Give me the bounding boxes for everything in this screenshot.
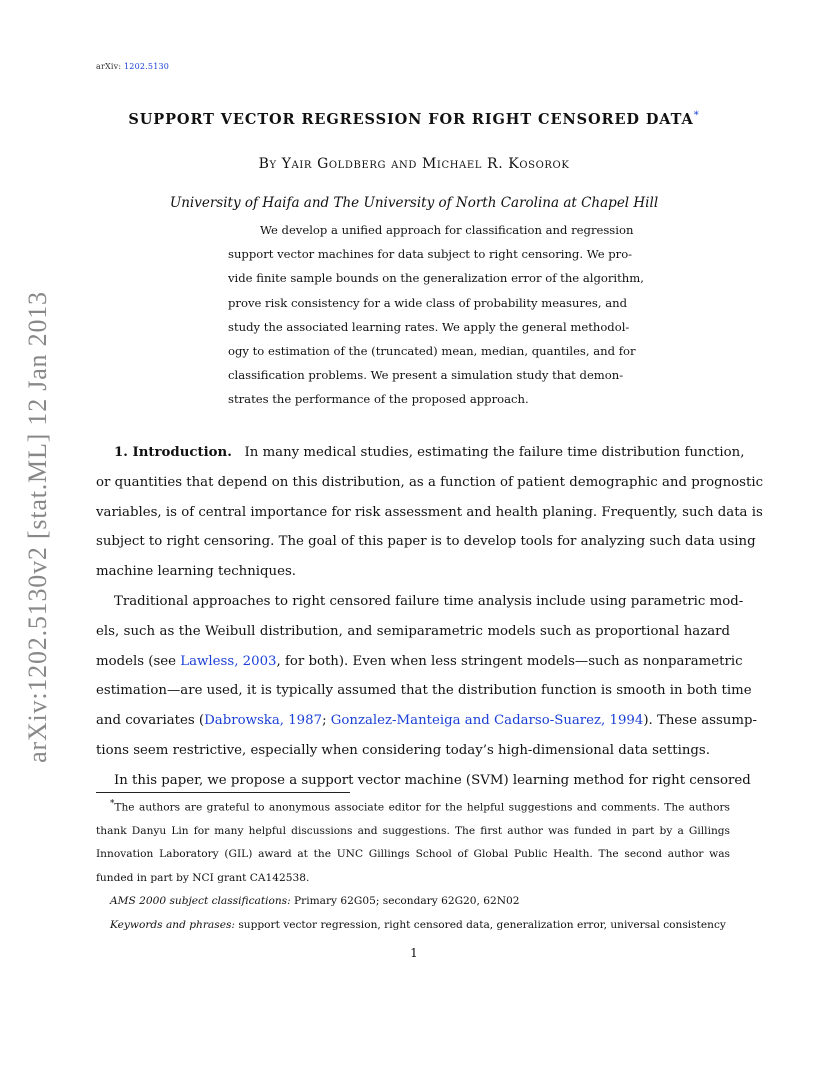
paper-title [0, 110, 828, 128]
citation-link[interactable]: Dabrowska, 1987 [204, 713, 323, 729]
ams-classification [96, 890, 730, 913]
author-list: By Yair Goldberg and Michael R. Kosorok [258, 156, 570, 172]
keywords [96, 914, 730, 937]
arxiv-header [96, 62, 169, 71]
title-text: SUPPORT VECTOR REGRESSION FOR RIGHT CENSORED DATA [128, 110, 694, 128]
abstract-line: support vector machines for data subject to right censoring. We pro- [228, 247, 633, 262]
abstract [228, 218, 644, 412]
body-line [96, 438, 745, 468]
title-footnote-link[interactable]: * [693, 110, 700, 121]
ams-text: Primary 62G05; secondary 62G20, 62N02 [290, 895, 520, 908]
ams-label: AMS 2000 subject classifications: [110, 895, 291, 908]
body-text: ). These assump- [643, 713, 757, 729]
citation-link[interactable]: Gonzalez-Manteiga and Cadarso-Suarez, 1994 [330, 713, 644, 729]
abstract-line: study the associated learning rates. We apply the general methodol- [228, 319, 630, 334]
body-text: and covariates ( [96, 713, 205, 729]
footnote-text: The authors are grateful to anonymous associate editor for the helpful suggestions and comments. The authors [114, 801, 730, 814]
page-number: 1 [410, 946, 418, 960]
body-text: ; [322, 713, 331, 729]
abstract-line: prove risk consistency for a wide class of probability measures, and [228, 295, 627, 310]
abstract-line: classification problems. We present a simulation study that demon- [228, 368, 624, 383]
body-line: or quantities that depend on this distribution, as a function of patient demographic and prognostic [96, 474, 764, 490]
section-heading: 1. Introduction. [114, 445, 232, 460]
footnote [96, 793, 730, 937]
keywords-label: Keywords and phrases: [110, 918, 235, 931]
footnote-line: Innovation Laboratory (GIL) award at the UNC Gillings School of Global Public Health. The second author was [96, 848, 730, 861]
body-line: In this paper, we propose a support vector machine (SVM) learning method for right censored [114, 773, 751, 788]
body-line: tions seem restrictive, especially when considering today’s high-dimensional data settings. [96, 742, 710, 758]
body-line [96, 647, 743, 677]
abstract-line: ogy to estimation of the (truncated) mean, median, quantiles, and for [228, 344, 636, 359]
body-line: subject to right censoring. The goal of this paper is to develop tools for analyzing such data using [96, 534, 756, 550]
footnote-line [96, 793, 730, 820]
footnote-line: funded in part by NCI grant CA142538. [96, 871, 310, 884]
keywords-text: support vector regression, right censored data, generalization error, universal consistency [234, 918, 726, 931]
arxiv-side-stamp: arXiv:1202.5130v2 [stat.ML] 12 Jan 2013 [23, 291, 52, 763]
affiliation: University of Haifa and The University of North Carolina at Chapel Hill [169, 195, 659, 211]
arxiv-prefix: arXiv: [96, 62, 122, 71]
citation-link[interactable]: Lawless, 2003 [180, 653, 277, 669]
body-text: , for both). Even when less stringent models—such as nonparametric [276, 653, 743, 669]
abstract-line: We develop a unified approach for classification and regression [260, 223, 634, 237]
abstract-line: strates the performance of the proposed approach. [228, 392, 529, 407]
body-line: estimation—are used, it is typically assumed that the distribution function is smooth in both time [96, 683, 752, 699]
intro-paragraph-1 [96, 438, 764, 587]
arxiv-id-link[interactable]: 1202.5130 [124, 62, 170, 71]
body-text: models (see [96, 653, 181, 669]
body-text: In many medical studies, estimating the failure time distribution function, [244, 445, 745, 460]
body-line [96, 706, 757, 736]
body-line: els, such as the Weibull distribution, and semiparametric models such as proportional hazard [96, 623, 730, 639]
body-line: variables, is of central importance for risk assessment and health planing. Frequently, such data is [96, 504, 763, 520]
footnote-line: thank Danyu Lin for many helpful discussions and suggestions. The first author was funded in part by a Gillings [96, 824, 730, 837]
footnote-mark: * [110, 799, 115, 809]
intro-paragraph-2 [96, 587, 757, 766]
body-line: machine learning techniques. [96, 564, 297, 580]
body-line: Traditional approaches to right censored failure time analysis include using parametric mod- [114, 594, 744, 609]
abstract-line: vide finite sample bounds on the generalization error of the algorithm, [228, 271, 644, 286]
